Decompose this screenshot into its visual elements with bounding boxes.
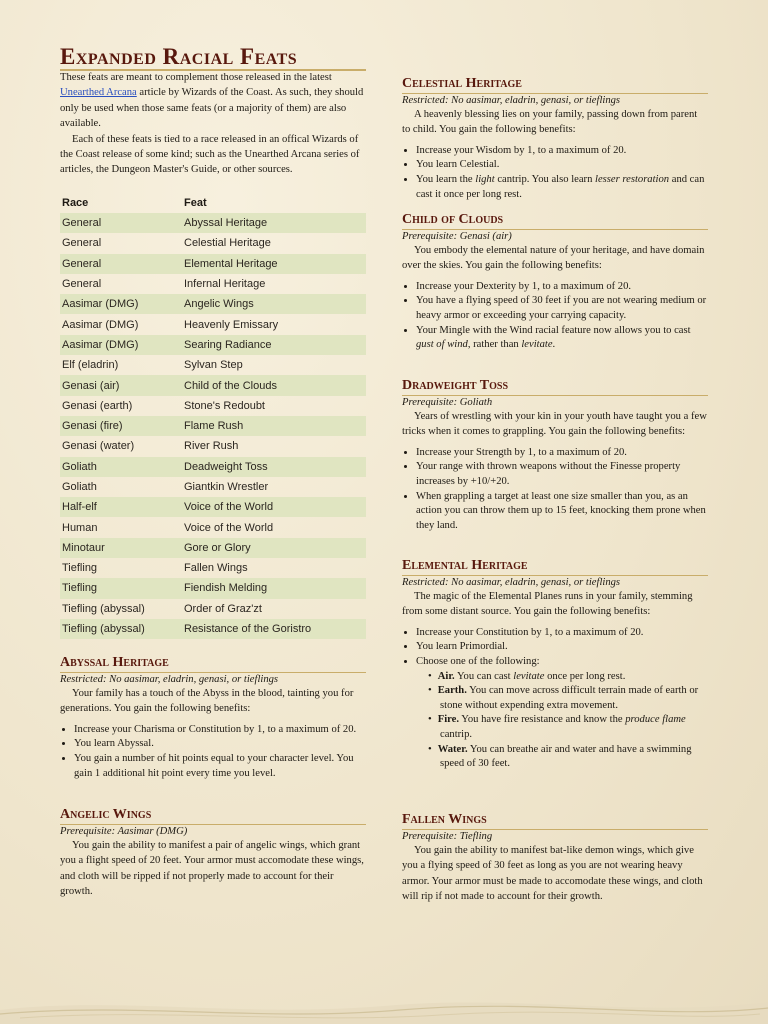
list-item	[416, 655, 708, 772]
feat-cell: Infernal Heritage	[184, 278, 266, 291]
feat-cell: Sylvan Step	[184, 359, 243, 372]
footer-swirl-decoration	[0, 988, 768, 1024]
section-heading: Elemental Heritage	[402, 558, 708, 576]
element-options	[416, 670, 708, 772]
table-row	[60, 416, 366, 436]
table-row	[60, 294, 366, 314]
option-water	[437, 743, 708, 772]
race-cell: General	[62, 278, 102, 291]
race-cell: Genasi (fire)	[60, 416, 182, 436]
list-text: cantrip. You also learn	[494, 174, 596, 185]
header-feat: Feat	[184, 197, 207, 209]
list-item: • Your range with thrown weapons without the Finesse property increases by +10/+20.	[416, 460, 708, 489]
race-cell: Half-elf	[60, 497, 182, 517]
race-cell: Genasi (earth)	[62, 399, 133, 412]
prerequisite-text: Prerequisite: Tiefling	[402, 831, 493, 842]
option-text: You can move across difficult terrain made of earth or stone without expending extra movement.	[440, 685, 699, 711]
table-row	[60, 619, 366, 639]
child-of-clouds-section	[402, 212, 708, 353]
elemental-heritage-section	[402, 558, 708, 772]
table-row	[60, 396, 366, 416]
feat-cell: Flame Rush	[182, 416, 366, 436]
race-cell: Aasimar (DMG)	[60, 335, 182, 355]
list-item: • Increase your Constitution by 1, to a maximum of 20.	[416, 626, 708, 641]
table-row	[60, 517, 366, 537]
list-text: and can cast it once per long rest.	[416, 174, 705, 200]
spell-name: gust of wind	[416, 339, 468, 351]
benefit-list	[402, 144, 708, 202]
feat-cell: Heavenly Emissary	[184, 318, 279, 331]
section-body: Your family has a touch of the Abyss in the blood, tainting you for generations. You gain the following benefits:	[60, 688, 354, 715]
feat-cell: Abyssal Heritage	[182, 213, 366, 233]
race-cell: Tiefling	[60, 578, 182, 598]
race-cell: General	[60, 213, 182, 233]
race-cell: Aasimar (DMG)	[60, 294, 182, 314]
abyssal-heritage-section	[60, 655, 366, 781]
race-cell: Tiefling (abyssal)	[62, 602, 145, 615]
list-item: • You learn Abyssal.	[74, 737, 366, 752]
list-item: • You gain a number of hit points equal to your character level. You gain 1 additional hit point every time you level.	[74, 752, 366, 781]
section-body: A heavenly blessing lies on your family, passing down from parent to child. You gain the following benefits:	[402, 109, 698, 136]
race-cell: Goliath	[60, 457, 182, 477]
feat-cell: Fiendish Melding	[182, 578, 366, 598]
option-air	[437, 670, 708, 685]
prerequisite-text: Prerequisite: Genasi (air)	[402, 231, 512, 242]
option-text: You can cast	[454, 670, 514, 682]
list-text: Your Mingle with the Wind racial feature now allows you to cast	[416, 324, 691, 336]
feat-cell: Fallen Wings	[184, 562, 248, 575]
list-item	[416, 173, 708, 202]
section-heading: Fallen Wings	[402, 812, 708, 830]
spell-name: lesser restoration	[595, 174, 670, 185]
list-item: • Increase your Wisdom by 1, to a maximum of 20.	[416, 144, 708, 159]
feat-cell: Deadweight Toss	[182, 457, 366, 477]
intro-text: article by Wizards of the Coast. As such, they should only be used when those same feats (or a majority of them) are also available.	[60, 87, 364, 130]
feat-cell: Gore or Glory	[182, 538, 366, 558]
section-heading: Child of Clouds	[402, 212, 708, 230]
list-item: • Increase your Strength by 1, to a maximum of 20.	[416, 446, 708, 461]
intro-paragraph-1	[60, 70, 366, 132]
section-heading: Celestial Heritage	[402, 76, 708, 94]
list-text: .	[552, 339, 556, 351]
table-row	[60, 274, 366, 294]
option-text: You have fire resistance and know the	[459, 714, 626, 726]
race-cell: Goliath	[62, 481, 97, 493]
feat-table	[60, 193, 366, 639]
section-body: Years of wrestling with your kin in your youth have taught you a few tricks when it comes to grappling. You gain the following benefits:	[402, 411, 707, 438]
race-cell: Tiefling	[62, 562, 98, 575]
table-row	[60, 497, 366, 517]
race-cell: Genasi (air)	[60, 375, 182, 395]
feat-cell: Giantkin Wrestler	[184, 481, 269, 493]
intro-paragraph-2: Each of these feats is tied to a race released in an offical Wizards of the Coast release of some kind; such as the Unearthed Arcana series of articles, the Dungeon Master's Guide, or other sources.	[60, 133, 360, 176]
restriction-text: Restricted: No aasimar, eladrin, genasi, or tieflings	[402, 95, 621, 106]
table-header-row	[60, 193, 366, 213]
option-fire	[437, 713, 708, 742]
prerequisite-text: Prerequisite: Goliath	[402, 397, 493, 408]
option-label: Earth.	[437, 685, 467, 697]
feat-cell: Voice of the World	[182, 497, 366, 517]
race-cell: General	[60, 254, 182, 274]
table-row	[60, 213, 366, 233]
table-row	[60, 558, 366, 578]
table-row	[60, 578, 366, 598]
benefit-list	[402, 280, 708, 353]
race-cell: General	[62, 237, 102, 250]
table-row	[60, 314, 366, 334]
feat-cell: Child of the Clouds	[182, 375, 366, 395]
table-row	[60, 375, 366, 395]
intro-text: These feats are meant to complement those released in the latest	[60, 72, 332, 83]
table-row	[60, 233, 366, 253]
option-text: cantrip.	[440, 728, 473, 740]
section-body: You gain the ability to manifest bat-like demon wings, which give you a flying speed of 30 feet as long as you are not wearing heavy armor. Your armor must be made to accomodate these wings, and cloth will rip if not made to account for their growth.	[402, 845, 703, 903]
feat-cell: Resistance of the Goristro	[182, 619, 366, 639]
intro	[60, 70, 366, 178]
section-body: You embody the elemental nature of your heritage, and have domain over the skies. You gain the following benefits:	[402, 245, 705, 272]
list-item: • You have a flying speed of 30 feet if you are not wearing medium or heavy armor or exceeding your carrying capacity.	[416, 294, 708, 323]
list-item	[416, 324, 708, 353]
list-item: • You learn Primordial.	[416, 640, 708, 655]
feat-cell: Searing Radiance	[182, 335, 366, 355]
feat-cell: Celestial Heritage	[184, 237, 271, 250]
list-text: You learn the	[416, 174, 476, 185]
section-heading: Angelic Wings	[60, 807, 366, 825]
list-text: Choose one of the following:	[416, 656, 540, 667]
list-text: , rather than	[467, 339, 522, 351]
restriction-text: Restricted: No aasimar, eladrin, genasi, or tieflings	[402, 577, 621, 588]
feat-cell: Order of Graz'zt	[184, 602, 262, 615]
table-row	[60, 457, 366, 477]
option-text: You can breathe air and water and have a swimming speed of 30 feet.	[440, 743, 692, 770]
celestial-heritage-section	[402, 76, 708, 202]
table-row	[60, 355, 366, 375]
table-row	[60, 436, 366, 456]
race-cell: Human	[62, 521, 98, 534]
table-row	[60, 477, 366, 497]
table-row	[60, 254, 366, 274]
angelic-wings-section	[60, 807, 366, 900]
section-heading: Dradweight Toss	[402, 378, 708, 396]
feat-cell: Stone's Redoubt	[184, 399, 265, 412]
page-title: Expanded Racial Feats	[60, 44, 298, 69]
deadweight-toss-section	[402, 378, 708, 533]
spell-name: levitate	[513, 670, 545, 682]
table-row	[60, 335, 366, 355]
unearthed-arcana-link[interactable]: Unearthed Arcana	[60, 87, 137, 99]
list-item: • Increase your Charisma or Constitution by 1, to a maximum of 20.	[74, 723, 366, 738]
race-cell: Minotaur	[60, 538, 182, 558]
list-item: • You learn Celestial.	[416, 158, 708, 173]
prerequisite-text: Prerequisite: Aasimar (DMG)	[60, 826, 188, 837]
race-cell: Genasi (water)	[62, 440, 135, 453]
feat-cell: River Rush	[184, 440, 239, 453]
spell-name: produce flame	[625, 714, 686, 726]
feat-cell: Angelic Wings	[182, 294, 366, 314]
restriction-text: Restricted: No aasimar, eladrin, genasi, or tieflings	[60, 674, 279, 685]
benefit-list	[402, 626, 708, 772]
table-row	[60, 538, 366, 558]
feat-cell: Voice of the World	[184, 521, 274, 534]
fallen-wings-section	[402, 812, 708, 905]
section-body: You gain the ability to manifest a pair of angelic wings, which grant you a flight speed of 20 feet. Your armor must accomodate these wings, and cloth will be ripped if not properly made to account for their growth.	[60, 840, 364, 898]
spell-name: light	[475, 174, 495, 185]
race-cell: Elf (eladrin)	[62, 359, 119, 372]
race-cell: Tiefling (abyssal)	[60, 619, 182, 639]
race-cell: Aasimar (DMG)	[62, 318, 139, 331]
section-heading: Abyssal Heritage	[60, 655, 366, 673]
spell-name: levitate	[521, 339, 553, 351]
option-label: Fire.	[437, 714, 459, 726]
list-item: • When grappling a target at least one size smaller than you, as an action you can throw them up to 15 feet, knocking them prone when they land.	[416, 490, 708, 534]
section-body: The magic of the Elemental Planes runs in your family, stemming from some distant source. You gain the following benefits:	[402, 591, 693, 618]
option-label: Water.	[437, 743, 468, 755]
table-row	[60, 599, 366, 619]
list-item: • Increase your Dexterity by 1, to a maximum of 20.	[416, 280, 708, 295]
page-footer-ornament	[0, 988, 768, 1024]
feat-cell: Elemental Heritage	[182, 254, 366, 274]
header-race: Race	[62, 197, 89, 209]
benefit-list	[60, 723, 366, 781]
benefit-list	[402, 446, 708, 534]
option-text: once per long rest.	[544, 670, 626, 682]
option-earth	[437, 684, 708, 713]
option-label: Air.	[437, 670, 455, 682]
